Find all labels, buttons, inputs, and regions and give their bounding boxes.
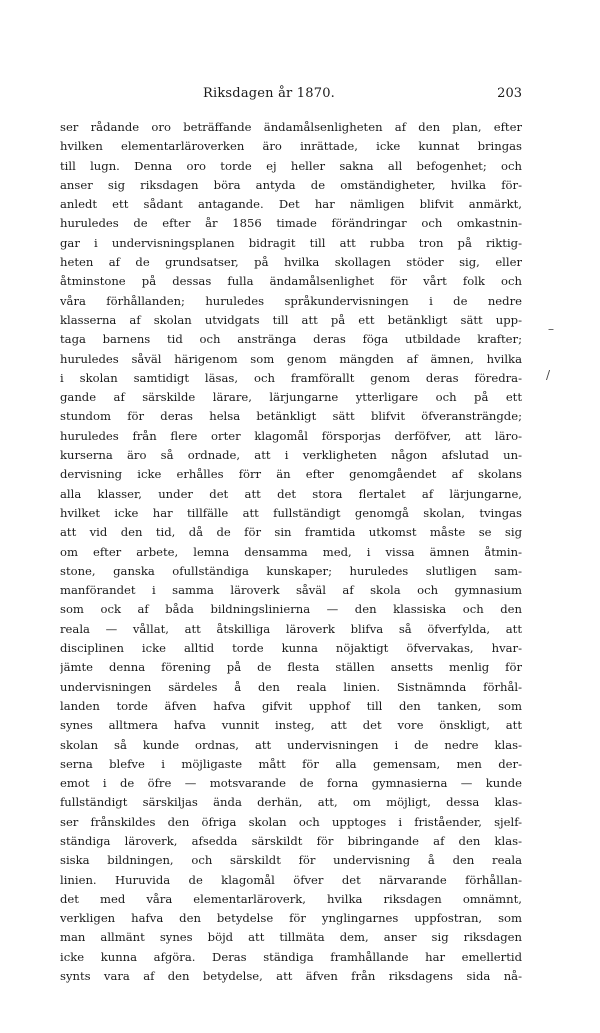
text-line: det med våra elementarläroverk, hvilka riksdagen omnämnt, — [60, 891, 522, 906]
text-line: man allmänt synes böjd att tillmäta dem, anser sig riksdagen — [60, 930, 522, 945]
text-line: jämte denna förening på de flesta ställen ansetts menlig för — [60, 660, 522, 675]
text-line: linien. Huruvida de klagomål öfver det närvarande förhållan- — [60, 872, 522, 887]
text-line: ser frånskildes den öfriga skolan och upptoges i friståender, sjelf- — [60, 814, 522, 829]
margin-mark: – — [548, 322, 554, 336]
text-line: synes alltmera hafva vunnit insteg, att det vore önskligt, att — [60, 718, 522, 733]
text-line: siska bildningen, och särskildt för undervisning å den reala — [60, 853, 522, 868]
text-line: som ock af båda bildningslinierna — den klassiska och den — [60, 602, 522, 617]
text-line: hvilken elementarläroverken äro inrättade, icke kunnat bringas — [60, 139, 522, 154]
text-line: anser sig riksdagen böra antyda de omständigheter, hvilka för- — [60, 177, 522, 192]
text-line: att vid den tid, då de för sin framtida utkomst måste se sig — [60, 525, 522, 540]
text-line: synts vara af den betydelse, att äfven från riksdagens sida nå- — [60, 969, 522, 984]
text-line: stundom för deras helsa betänkligt sätt blifvit öfveransträngde; — [60, 409, 522, 424]
text-line: stone, ganska ofullständiga kunskaper; huruledes slutligen sam- — [60, 563, 522, 578]
text-line: ser rådande oro beträffande ändamålsenligheten af den plan, efter — [60, 120, 522, 134]
text-line: huruledes från flere orter klagomål försporjas derföfver, att läro- — [60, 428, 522, 443]
text-line: heten af de grundsatser, på hvilka skollagen stöder sig, eller — [60, 255, 522, 270]
text-line: huruledes såväl härigenom som genom mängden af ämnen, hvilka — [60, 351, 522, 366]
text-line: till lugn. Denna oro torde ej heller sakna all befogenhet; och — [60, 158, 522, 173]
text-line: taga barnens tid och anstränga deras föga utbildade krafter; — [60, 332, 522, 347]
text-line: huruledes de efter år 1856 timade förändringar och omkastnin- — [60, 216, 522, 231]
text-line: landen torde äfven hafva gifvit upphof till den tanken, som — [60, 698, 522, 713]
text-line: om efter arbete, lemna densamma med, i vissa ämnen åtmin- — [60, 544, 522, 559]
text-line: skolan så kunde ordnas, att undervisningen i de nedre klas- — [60, 737, 522, 752]
body-paragraph — [60, 118, 522, 986]
margin-mark: / — [546, 368, 551, 382]
text-line: gar i undervisningsplanen bidragit till att rubba tron på riktig- — [60, 235, 522, 250]
text-line: våra förhållanden; huruledes språkundervisningen i de nedre — [60, 293, 522, 308]
text-line: åtminstone på dessas fulla ändamålsenlighet för vårt folk och — [60, 274, 522, 289]
text-line: serna blefve i möjligaste mått för alla gemensam, men der- — [60, 756, 522, 771]
text-line: gande af särskilde lärare, lärjungarne ytterligare och på ett — [60, 390, 522, 405]
text-line: undervisningen särdeles å den reala linien. Sistnämnda förhål- — [60, 679, 522, 694]
text-line: dervisning icke erhålles förr än efter genomgåendet af skolans — [60, 467, 522, 482]
text-line: ständiga läroverk, afsedda särskildt för bibringande af den klas- — [60, 833, 522, 848]
page-number: 203 — [497, 86, 522, 101]
text-line: fullständigt särskiljas ända derhän, att, om möjligt, dessa klas- — [60, 795, 522, 810]
running-title: Riksdagen år 1870. — [203, 86, 336, 101]
text-line: emot i de öfre — motsvarande de forna gymnasierna — kunde — [60, 776, 522, 791]
text-line: disciplinen icke alltid torde kunna nöjaktigt öfvervakas, hvar- — [60, 641, 522, 656]
text-line: klasserna af skolan utvidgats till att på ett betänkligt sätt upp- — [60, 312, 522, 327]
text-line: manförandet i samma läroverk såväl af skola och gymnasium — [60, 583, 522, 598]
text-line: kurserna äro så ordnade, att i verkligheten någon afslutad un- — [60, 448, 522, 463]
text-line: hvilket icke har tillfälle att fullständigt genomgå skolan, tvingas — [60, 505, 522, 520]
text-line: reala — vållat, att åtskilliga läroverk blifva så öfverfylda, att — [60, 621, 522, 636]
text-line: anledt ett sådant antagande. Det har nämligen blifvit anmärkt, — [60, 197, 522, 212]
running-head — [60, 86, 522, 102]
text-line: icke kunna afgöra. Deras ständiga framhållande har emellertid — [60, 949, 522, 964]
text-line: i skolan samtidigt läsas, och framförallt genom deras föredra- — [60, 370, 522, 385]
text-line: verkligen hafva den betydelse för ynglingarnes uppfostran, som — [60, 911, 522, 926]
text-line: alla klasser, under det att det stora flertalet af lärjungarne, — [60, 486, 522, 501]
